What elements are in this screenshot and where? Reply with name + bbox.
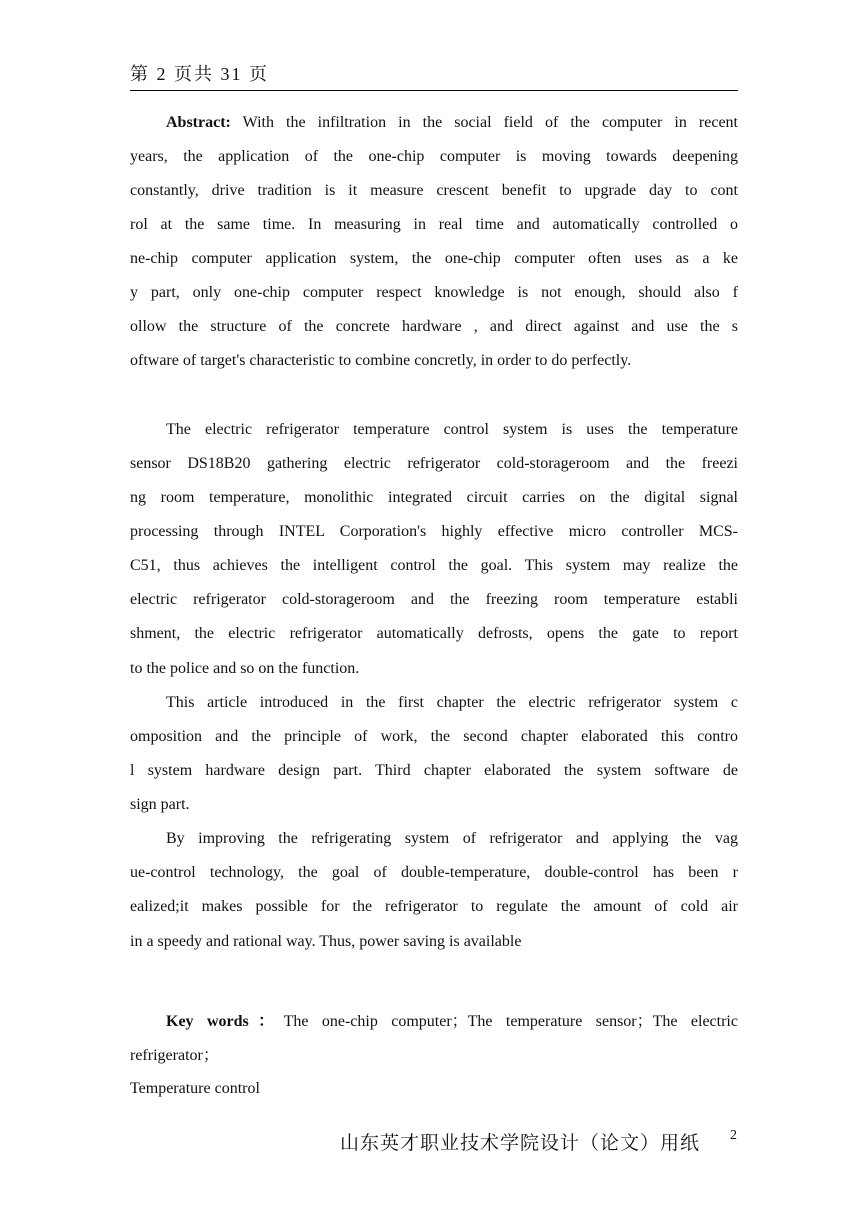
para2-line-4: processing through INTEL Corporation's highly effective micro controller MCS-	[130, 523, 738, 540]
abstract-line-2: years, the application of the one-chip computer is moving towards deepening	[130, 148, 738, 165]
footer-school: 山东英才职业技术学院设计（论文）用纸	[340, 1133, 701, 1154]
para4-line-4: in a speedy and rational way. Thus, power saving is available	[130, 933, 522, 950]
para4-line-1: By improving the refrigerating system of refrigerator and applying the vag	[166, 830, 738, 847]
para2-line-5: C51, thus achieves the intelligent control the goal. This system may realize the	[130, 557, 738, 574]
abstract-line-7: ollow the structure of the concrete hardware , and direct against and use the s	[130, 318, 738, 335]
para3-line-4: sign part.	[130, 796, 190, 813]
keywords-text: The one-chip computer；The temperature sensor；The electric	[283, 1013, 738, 1030]
para2-line-6: electric refrigerator cold-storageroom and the freezing room temperature establi	[130, 591, 738, 608]
para3-line-3: l system hardware design part. Third chapter elaborated the system software de	[130, 762, 738, 779]
keywords-label: Key words：	[166, 1013, 284, 1030]
keywords-line-3: Temperature control	[130, 1080, 260, 1097]
para3-line-1: This article introduced in the first chapter the electric refrigerator system c	[166, 694, 738, 711]
keywords-line-2: refrigerator；	[130, 1047, 219, 1064]
footer-page-number: 2	[730, 1128, 737, 1143]
abstract-line-6: y part, only one-chip computer respect knowledge is not enough, should also f	[130, 284, 738, 301]
abstract-line-5: ne-chip computer application system, the one-chip computer often uses as a ke	[130, 250, 738, 267]
para3-line-2: omposition and the principle of work, the second chapter elaborated this contro	[130, 728, 738, 745]
abstract-line-1	[130, 113, 738, 133]
para2-line-3: ng room temperature, monolithic integrated circuit carries on the digital signal	[130, 489, 738, 506]
para4-line-2: ue-control technology, the goal of double-temperature, double-control has been r	[130, 864, 738, 881]
page-header	[130, 62, 738, 91]
abstract-label: Abstract:	[166, 114, 231, 131]
para2-line-2: sensor DS18B20 gathering electric refrigerator cold-storageroom and the freezi	[130, 455, 738, 472]
para2-line-7: shment, the electric refrigerator automatically defrosts, opens the gate to report	[130, 625, 738, 642]
para2-line-1: The electric refrigerator temperature control system is uses the temperature	[166, 421, 738, 438]
keywords-line-1	[130, 1012, 738, 1032]
abstract-line-3: constantly, drive tradition is it measure crescent benefit to upgrade day to cont	[130, 182, 738, 199]
para4-line-3: ealized;it makes possible for the refrigerator to regulate the amount of cold air	[130, 898, 738, 915]
abstract-line-8: oftware of target's characteristic to combine concretly, in order to do perfectly.	[130, 352, 632, 369]
page-counter: 第 2 页共 31 页	[130, 64, 269, 84]
abstract-line-4: rol at the same time. In measuring in real time and automatically controlled o	[130, 216, 738, 233]
para2-line-8: to the police and so on the function.	[130, 660, 360, 677]
abstract-text: With the infiltration in the social field of the computer in recent	[230, 114, 738, 131]
